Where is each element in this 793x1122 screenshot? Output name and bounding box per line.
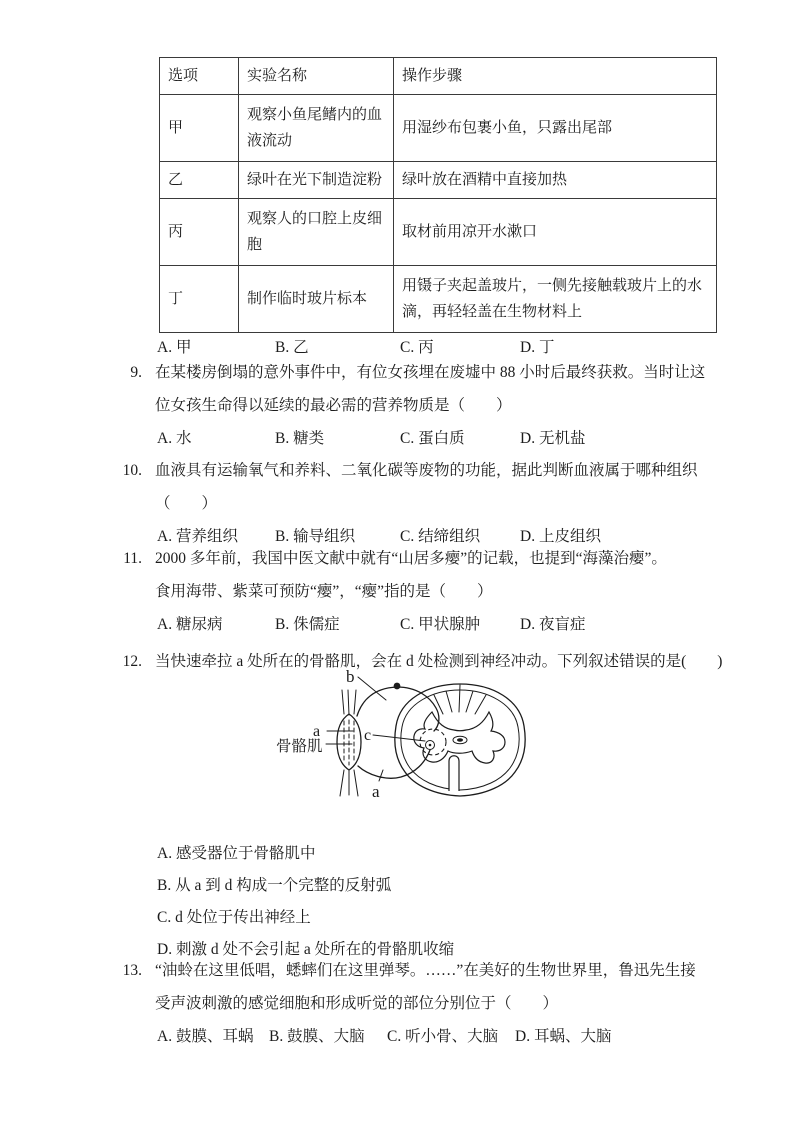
ventral-fissure xyxy=(449,756,459,791)
table-cell-steps: 取材前用凉开水漱口 xyxy=(394,199,717,266)
table-cell-steps: 用湿纱布包裹小鱼，只露出尾部 xyxy=(394,95,717,162)
question-text-line: （ ） xyxy=(155,495,218,512)
question-text-line: 食用海带、紫菜可预防“瘿”，“瘿”指的是（ ） xyxy=(155,583,493,600)
option-c: C. 蛋白质 xyxy=(400,430,465,447)
dorsal-column-lines xyxy=(434,685,486,714)
muscle-striations xyxy=(344,720,354,765)
label-a-left: a xyxy=(313,723,321,740)
question-9 xyxy=(110,356,750,455)
table-header-cell: 操作步骤 xyxy=(394,58,717,95)
option-c: C. 听小骨、大脑 xyxy=(387,1028,499,1045)
label-b: b xyxy=(346,667,355,686)
muscle-tendon-top xyxy=(342,690,356,715)
options-row xyxy=(155,422,750,455)
table-cell-experiment: 绿叶在光下制造淀粉 xyxy=(239,162,394,199)
muscle-tendon-bottom xyxy=(340,770,358,796)
question-text-line: 位女孩生命得以延续的最必需的营养物质是（ ） xyxy=(155,397,512,414)
label-b-leader xyxy=(358,677,386,700)
option-c: C. d 处位于传出神经上 xyxy=(157,909,311,926)
question-12 xyxy=(110,645,750,966)
option-b: B. 糖类 xyxy=(275,430,325,447)
table-header-row xyxy=(160,58,717,95)
question-text-line: 当快速牵拉 a 处所在的骨骼肌，会在 d 处检测到神经冲动。下列叙述错误的是( ) xyxy=(155,653,723,670)
table-header-cell: 实验名称 xyxy=(239,58,394,95)
question-10 xyxy=(110,454,750,553)
table-row xyxy=(160,162,717,199)
label-c: c xyxy=(364,727,372,744)
option-d: D. 夜盲症 xyxy=(520,616,586,633)
question-number: 11. xyxy=(123,550,142,567)
reflex-arc-svg xyxy=(270,664,534,808)
muscle-label: 骨骼肌 xyxy=(276,738,323,755)
question-13 xyxy=(110,954,750,1053)
question-text-line: “油蛉在这里低唱，蟋蟀们在这里弹琴。……”在美好的生物世界里，鲁迅先生接 xyxy=(155,962,696,979)
option-a: A. 营养组织 xyxy=(157,528,238,545)
option-b: B. 鼓膜、大脑 xyxy=(269,1028,365,1045)
table-cell-steps: 绿叶放在酒精中直接加热 xyxy=(394,162,717,199)
table-row xyxy=(160,266,717,333)
question-text-line: 2000 多年前，我国中医文献中就有“山居多瘿”的记载，也提到“海藻治瘿”。 xyxy=(155,550,667,567)
question-text-line: 在某楼房倒塌的意外事件中，有位女孩埋在废墟中 88 小时后最终获救。当时让这 xyxy=(155,364,706,381)
option-d: D. 丁 xyxy=(520,339,555,356)
options-row xyxy=(155,1020,750,1053)
option-b: B. 输导组织 xyxy=(275,528,356,545)
option-b: B. 从 a 到 d 构成一个完整的反射弧 xyxy=(157,877,392,894)
question-11 xyxy=(110,542,750,641)
table-cell-experiment: 观察小鱼尾鳍内的血液流动 xyxy=(239,95,394,162)
option-a: A. 水 xyxy=(157,430,192,447)
option-c: C. 丙 xyxy=(400,339,434,356)
reflex-arc-diagram xyxy=(155,667,750,838)
option-c: C. 结缔组织 xyxy=(400,528,481,545)
option-a: A. 甲 xyxy=(157,339,192,356)
question-number: 13. xyxy=(122,962,142,979)
motor-neuron-dot xyxy=(429,744,432,747)
option-b: B. 乙 xyxy=(275,339,309,356)
label-a-bottom: a xyxy=(372,782,380,801)
table-row xyxy=(160,199,717,266)
table-cell-option: 甲 xyxy=(160,95,239,162)
options-row xyxy=(155,608,750,641)
option-a: A. 鼓膜、耳蜗 xyxy=(157,1028,254,1045)
central-canal-dot xyxy=(457,738,463,741)
question-number: 10. xyxy=(122,462,142,479)
option-d: D. 无机盐 xyxy=(520,430,586,447)
option-d: D. 耳蜗、大脑 xyxy=(515,1028,612,1045)
table-row xyxy=(160,95,717,162)
ganglion-dot xyxy=(394,683,401,690)
table-cell-option: 乙 xyxy=(160,162,239,199)
efferent-nerve xyxy=(358,750,430,778)
table-cell-steps: 用镊子夹起盖玻片，一侧先接触载玻片上的水滴，再轻轻盖在生物材料上 xyxy=(394,266,717,333)
option-d: D. 刺激 d 处不会引起 a 处所在的骨骼肌收缩 xyxy=(157,941,455,958)
question-text-line: 血液具有运输氧气和养料、二氧化碳等废物的功能，据此判断血液属于哪种组织 xyxy=(155,462,698,479)
table-cell-experiment: 制作临时玻片标本 xyxy=(239,266,394,333)
option-c: C. 甲状腺肿 xyxy=(400,616,481,633)
table-cell-option: 丁 xyxy=(160,266,239,333)
experiment-table xyxy=(159,57,717,333)
table-cell-option: 丙 xyxy=(160,199,239,266)
table-cell-experiment: 观察人的口腔上皮细胞 xyxy=(239,199,394,266)
option-a: A. 糖尿病 xyxy=(157,616,223,633)
question-number: 9. xyxy=(130,364,142,381)
question-number: 12. xyxy=(122,653,142,670)
option-a: A. 感受器位于骨骼肌中 xyxy=(157,845,316,862)
question-text-line: 受声波刺激的感觉细胞和形成听觉的部位分别位于（ ） xyxy=(155,995,559,1012)
option-d: D. 上皮组织 xyxy=(520,528,601,545)
table-header-cell: 选项 xyxy=(160,58,239,95)
option-b: B. 侏儒症 xyxy=(275,616,340,633)
label-a-bottom-leader xyxy=(379,770,383,781)
